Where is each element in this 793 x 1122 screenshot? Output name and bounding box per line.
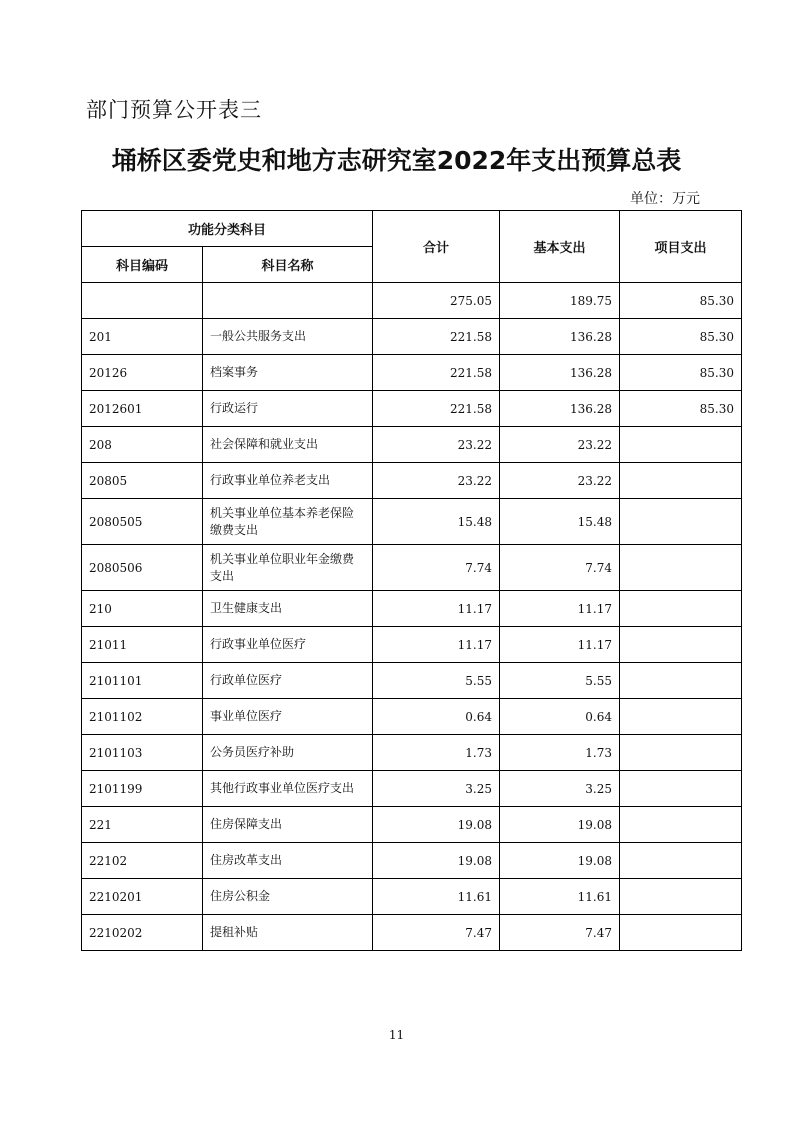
row-project: 85.30	[620, 391, 742, 427]
row-name: 行政事业单位医疗	[203, 627, 373, 663]
row-total: 11.17	[373, 591, 500, 627]
row-name: 住房保障支出	[203, 807, 373, 843]
row-project	[620, 427, 742, 463]
table-row	[82, 843, 742, 879]
row-basic: 1.73	[500, 735, 620, 771]
row-total: 0.64	[373, 699, 500, 735]
col-header-name: 科目名称	[203, 247, 373, 283]
row-project	[620, 591, 742, 627]
row-code: 2101101	[82, 663, 203, 699]
unit-label: 单位：万元	[630, 191, 700, 207]
row-basic: 136.28	[500, 355, 620, 391]
row-total: 1.73	[373, 735, 500, 771]
row-name: 机关事业单位基本养老保险缴费支出	[203, 499, 373, 545]
row-code: 20126	[82, 355, 203, 391]
row-code: 20805	[82, 463, 203, 499]
row-name: 提租补贴	[203, 915, 373, 951]
table-row	[82, 391, 742, 427]
budget-table	[81, 210, 742, 951]
row-code: 210	[82, 591, 203, 627]
row-name: 行政事业单位养老支出	[203, 463, 373, 499]
row-code: 21011	[82, 627, 203, 663]
table-row	[82, 807, 742, 843]
row-name: 机关事业单位职业年金缴费支出	[203, 545, 373, 591]
table-row	[82, 545, 742, 591]
row-total: 23.22	[373, 427, 500, 463]
table-row	[82, 283, 742, 319]
table-row	[82, 355, 742, 391]
row-total: 5.55	[373, 663, 500, 699]
row-total: 11.17	[373, 627, 500, 663]
document-label: 部门预算公开表三	[86, 98, 262, 122]
row-total: 7.47	[373, 915, 500, 951]
row-name: 社会保障和就业支出	[203, 427, 373, 463]
row-code: 2080506	[82, 545, 203, 591]
row-total: 221.58	[373, 391, 500, 427]
row-project: 85.30	[620, 355, 742, 391]
page-number: 11	[388, 1028, 405, 1042]
row-basic: 23.22	[500, 463, 620, 499]
row-project	[620, 545, 742, 591]
row-basic: 3.25	[500, 771, 620, 807]
row-basic: 189.75	[500, 283, 620, 319]
row-basic: 23.22	[500, 427, 620, 463]
row-basic: 11.17	[500, 627, 620, 663]
row-name: 行政单位医疗	[203, 663, 373, 699]
row-basic: 19.08	[500, 807, 620, 843]
row-code	[82, 283, 203, 319]
row-project	[620, 915, 742, 951]
table-row	[82, 879, 742, 915]
row-name: 档案事务	[203, 355, 373, 391]
row-basic: 11.61	[500, 879, 620, 915]
row-total: 3.25	[373, 771, 500, 807]
row-name: 住房改革支出	[203, 843, 373, 879]
table-row	[82, 591, 742, 627]
row-total: 7.74	[373, 545, 500, 591]
row-basic: 11.17	[500, 591, 620, 627]
row-total: 19.08	[373, 843, 500, 879]
row-code: 22102	[82, 843, 203, 879]
row-basic: 7.47	[500, 915, 620, 951]
row-basic: 15.48	[500, 499, 620, 545]
table-row	[82, 915, 742, 951]
col-header-code: 科目编码	[82, 247, 203, 283]
row-basic: 5.55	[500, 663, 620, 699]
table-row	[82, 735, 742, 771]
table-row	[82, 663, 742, 699]
row-basic: 136.28	[500, 391, 620, 427]
row-total: 11.61	[373, 879, 500, 915]
row-total: 221.58	[373, 319, 500, 355]
row-name: 卫生健康支出	[203, 591, 373, 627]
row-code: 2101102	[82, 699, 203, 735]
row-project	[620, 807, 742, 843]
row-code: 2210201	[82, 879, 203, 915]
row-name: 住房公积金	[203, 879, 373, 915]
row-project	[620, 735, 742, 771]
row-total: 221.58	[373, 355, 500, 391]
row-name: 一般公共服务支出	[203, 319, 373, 355]
col-header-total: 合计	[373, 211, 500, 283]
row-project	[620, 879, 742, 915]
table-row	[82, 771, 742, 807]
row-code: 208	[82, 427, 203, 463]
row-project	[620, 699, 742, 735]
row-basic: 19.08	[500, 843, 620, 879]
row-project: 85.30	[620, 283, 742, 319]
row-name	[203, 283, 373, 319]
row-name: 行政运行	[203, 391, 373, 427]
table-row	[82, 499, 742, 545]
row-project	[620, 627, 742, 663]
row-code: 221	[82, 807, 203, 843]
row-code: 2080505	[82, 499, 203, 545]
row-project	[620, 663, 742, 699]
table-row	[82, 463, 742, 499]
row-basic: 136.28	[500, 319, 620, 355]
table-row	[82, 319, 742, 355]
row-code: 2210202	[82, 915, 203, 951]
col-header-basic: 基本支出	[500, 211, 620, 283]
table-row	[82, 627, 742, 663]
col-header-project: 项目支出	[620, 211, 742, 283]
row-total: 275.05	[373, 283, 500, 319]
row-project	[620, 499, 742, 545]
row-project	[620, 843, 742, 879]
row-basic: 0.64	[500, 699, 620, 735]
page-title: 埇桥区委党史和地方志研究室2022年支出预算总表	[111, 146, 682, 175]
row-total: 15.48	[373, 499, 500, 545]
row-name: 公务员医疗补助	[203, 735, 373, 771]
row-code: 2101199	[82, 771, 203, 807]
table-row	[82, 427, 742, 463]
row-project: 85.30	[620, 319, 742, 355]
row-code: 2101103	[82, 735, 203, 771]
row-name: 事业单位医疗	[203, 699, 373, 735]
row-name: 其他行政事业单位医疗支出	[203, 771, 373, 807]
row-project	[620, 463, 742, 499]
row-total: 23.22	[373, 463, 500, 499]
row-project	[620, 771, 742, 807]
group-header: 功能分类科目	[82, 211, 373, 247]
row-code: 201	[82, 319, 203, 355]
row-basic: 7.74	[500, 545, 620, 591]
row-total: 19.08	[373, 807, 500, 843]
table-row	[82, 699, 742, 735]
row-code: 2012601	[82, 391, 203, 427]
